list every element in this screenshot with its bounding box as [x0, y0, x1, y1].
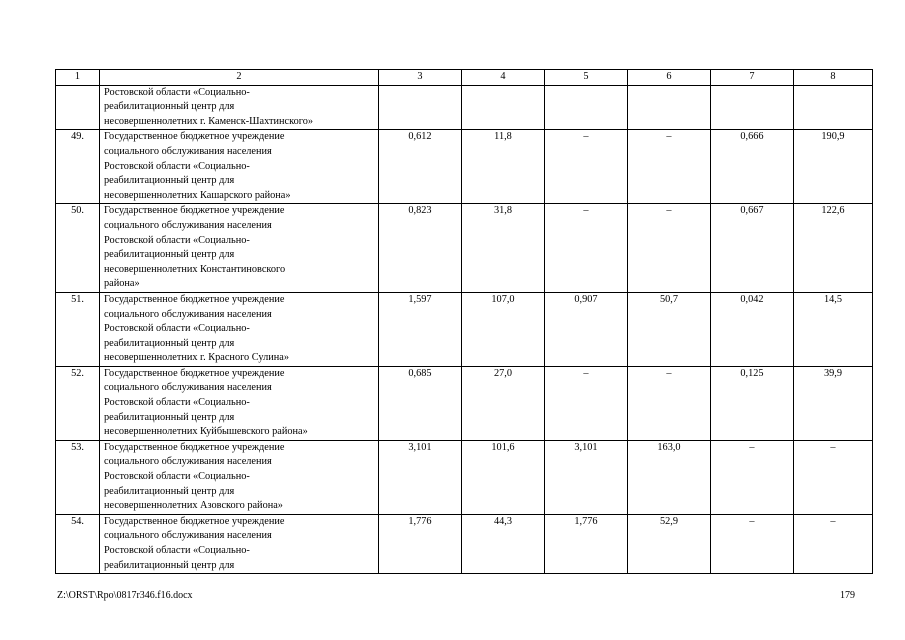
row-number-cell: 52. — [56, 366, 100, 440]
value-cell-col6: 52,9 — [628, 514, 711, 573]
data-table — [55, 69, 873, 574]
row-description-cell: Государственное бюджетное учреждение социального обслуживания населения Ростовской области «Социально- реабилитационный центр для — [100, 514, 379, 573]
header-cell: 4 — [462, 70, 545, 86]
footer-file-path: Z:\ORST\Rpo\0817r346.f16.docx — [57, 590, 193, 601]
header-cell: 8 — [794, 70, 873, 86]
value-cell-col4: 101,6 — [462, 440, 545, 514]
value-cell-col4: 27,0 — [462, 366, 545, 440]
value-cell-col3: 1,776 — [379, 514, 462, 573]
header-cell: 6 — [628, 70, 711, 86]
value-cell-col5 — [545, 85, 628, 130]
table-header-row — [56, 70, 873, 86]
value-cell-col6: 163,0 — [628, 440, 711, 514]
value-cell-col6: – — [628, 130, 711, 204]
value-cell-col6: 50,7 — [628, 292, 711, 366]
table-row — [56, 292, 873, 366]
row-description-cell: Ростовской области «Социально- реабилитационный центр для несовершеннолетних г. Каменск-Шахтинского» — [100, 85, 379, 130]
value-cell-col4: 11,8 — [462, 130, 545, 204]
row-description-cell: Государственное бюджетное учреждение социального обслуживания населения Ростовской области «Социально- реабилитационный центр для несовершеннолетних Константиновского района» — [100, 204, 379, 293]
value-cell-col8: 14,5 — [794, 292, 873, 366]
value-cell-col3: 3,101 — [379, 440, 462, 514]
value-cell-col4: 31,8 — [462, 204, 545, 293]
row-description-cell: Государственное бюджетное учреждение социального обслуживания населения Ростовской области «Социально- реабилитационный центр для несовершеннолетних Куйбышевского района» — [100, 366, 379, 440]
value-cell-col8 — [794, 85, 873, 130]
value-cell-col3: 0,612 — [379, 130, 462, 204]
page-number: 179 — [840, 590, 855, 601]
table-row — [56, 130, 873, 204]
value-cell-col8: – — [794, 440, 873, 514]
table-row — [56, 440, 873, 514]
value-cell-col6 — [628, 85, 711, 130]
row-number-cell: 54. — [56, 514, 100, 573]
value-cell-col7: 0,666 — [711, 130, 794, 204]
value-cell-col5: 3,101 — [545, 440, 628, 514]
row-number-cell: 49. — [56, 130, 100, 204]
header-cell: 2 — [100, 70, 379, 86]
value-cell-col8: 190,9 — [794, 130, 873, 204]
row-description-cell: Государственное бюджетное учреждение социального обслуживания населения Ростовской области «Социально- реабилитационный центр для несовершеннолетних г. Красного Сулина» — [100, 292, 379, 366]
value-cell-col4 — [462, 85, 545, 130]
table-row — [56, 514, 873, 573]
value-cell-col8: – — [794, 514, 873, 573]
value-cell-col7: 0,125 — [711, 366, 794, 440]
value-cell-col5: 0,907 — [545, 292, 628, 366]
value-cell-col8: 122,6 — [794, 204, 873, 293]
value-cell-col4: 107,0 — [462, 292, 545, 366]
table-row — [56, 366, 873, 440]
row-description-cell: Государственное бюджетное учреждение социального обслуживания населения Ростовской области «Социально- реабилитационный центр для несовершеннолетних Азовского района» — [100, 440, 379, 514]
header-cell: 3 — [379, 70, 462, 86]
row-number-cell — [56, 85, 100, 130]
value-cell-col5: – — [545, 366, 628, 440]
value-cell-col3 — [379, 85, 462, 130]
value-cell-col3: 0,823 — [379, 204, 462, 293]
row-number-cell: 53. — [56, 440, 100, 514]
value-cell-col6: – — [628, 366, 711, 440]
value-cell-col4: 44,3 — [462, 514, 545, 573]
value-cell-col5: 1,776 — [545, 514, 628, 573]
row-description-cell: Государственное бюджетное учреждение социального обслуживания населения Ростовской области «Социально- реабилитационный центр для несовершеннолетних Кашарского района» — [100, 130, 379, 204]
value-cell-col6: – — [628, 204, 711, 293]
header-cell: 5 — [545, 70, 628, 86]
table-row — [56, 204, 873, 293]
value-cell-col7: 0,042 — [711, 292, 794, 366]
value-cell-col7: 0,667 — [711, 204, 794, 293]
value-cell-col5: – — [545, 204, 628, 293]
header-cell: 7 — [711, 70, 794, 86]
header-cell: 1 — [56, 70, 100, 86]
value-cell-col7: – — [711, 514, 794, 573]
value-cell-col3: 1,597 — [379, 292, 462, 366]
row-number-cell: 50. — [56, 204, 100, 293]
value-cell-col7 — [711, 85, 794, 130]
table-row — [56, 85, 873, 130]
value-cell-col5: – — [545, 130, 628, 204]
row-number-cell: 51. — [56, 292, 100, 366]
value-cell-col8: 39,9 — [794, 366, 873, 440]
value-cell-col7: – — [711, 440, 794, 514]
value-cell-col3: 0,685 — [379, 366, 462, 440]
